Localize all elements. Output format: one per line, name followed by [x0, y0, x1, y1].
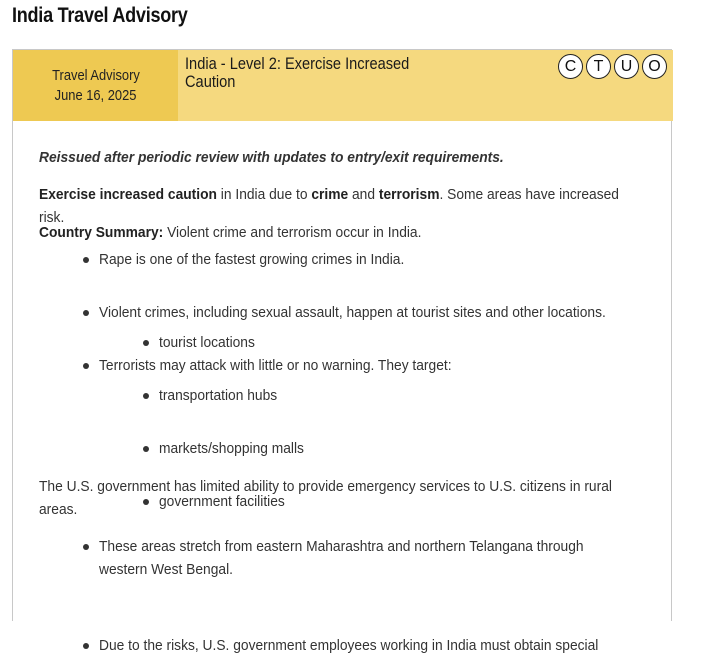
advisory-card — [12, 49, 672, 654]
reissued-note: Reissued after periodic review with updates to entry/exit requirements. — [39, 149, 504, 166]
page-title: India Travel Advisory — [12, 4, 188, 27]
list-item: Rape is one of the fastest growing crimes in India. — [99, 248, 659, 271]
advisory-label: Travel Advisory — [51, 66, 140, 84]
list-item: Due to the risks, U.S. government employees working in India must obtain special — [99, 634, 659, 657]
list-item: Violent crimes, including sexual assault, happen at tourist sites and other locations. — [99, 301, 659, 324]
list-item: tourist locations — [159, 331, 719, 354]
badge-other[interactable]: O — [642, 54, 667, 79]
caution-bold: Exercise increased caution — [39, 186, 217, 203]
list-item: transportation hubs — [159, 384, 719, 407]
terrorism-bold: terrorism — [378, 186, 440, 203]
list-item: Terrorists may attack with little or no warning. They target: — [99, 354, 659, 377]
caution-paragraph: Exercise increased caution in India due to crime and terrorism. Some areas have increased risk. — [39, 186, 619, 226]
list-item: government facilities — [159, 490, 719, 513]
government-note: The U.S. government has limited ability to provide emergency services to U.S. citizens in rural areas. — [39, 478, 612, 518]
list-item: markets/shopping malls — [159, 437, 719, 460]
badge-crime[interactable]: C — [558, 54, 583, 79]
advisory-header — [13, 50, 673, 121]
list-item: These areas stretch from eastern Maharashtra and northern Telangana through western West Bengal. — [99, 535, 659, 581]
advisory-date: June 16, 2025 — [54, 86, 137, 104]
country-summary-label: Country Summary: — [39, 224, 164, 241]
risk-indicator-badges — [558, 54, 667, 79]
badge-terrorism[interactable]: T — [586, 54, 611, 79]
badge-civil-unrest[interactable]: U — [614, 54, 639, 79]
country-summary: Country Summary: Violent crime and terrorism occur in India. — [39, 224, 422, 241]
advisory-date-box — [13, 50, 178, 121]
crime-bold: crime — [311, 186, 349, 203]
advisory-level-title: India - Level 2: Exercise Increased Caution — [185, 54, 410, 91]
